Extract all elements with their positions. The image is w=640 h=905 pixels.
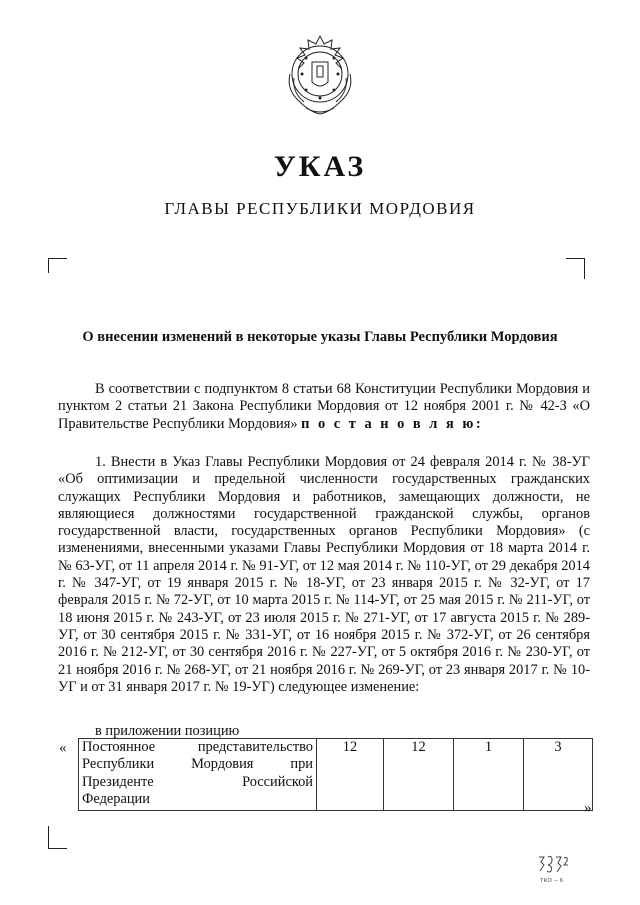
- corner-mark-top-right: [566, 258, 585, 279]
- paragraph-preamble: [58, 381, 590, 433]
- table-row: [79, 739, 593, 811]
- position-name-cell: [79, 739, 317, 811]
- stamp-digits-icon: [537, 853, 569, 877]
- position-table: [78, 738, 593, 811]
- position-name-line: Постоянное представительство: [82, 739, 313, 755]
- position-name-line: Президенте Российской: [82, 773, 313, 790]
- quote-open: «: [59, 740, 67, 756]
- decree-heading: О внесении изменений в некоторые указы Главы Республики Мордовия: [82, 329, 558, 345]
- quote-close: »: [584, 800, 592, 816]
- table-cell: 3: [524, 739, 593, 811]
- position-name-line: Федерации: [82, 790, 150, 807]
- preamble-text: В соответствии с подпунктом 8 статьи 68 Конституции Республики Мордовия и пунктом 2 статьи 21 Закона Республики Мордовия от 12 ноября 2001 г. № 42-З «О Правительстве Республики Мордовия»: [58, 381, 590, 432]
- coat-of-arms-of-mordovia-icon: [276, 28, 364, 120]
- document-title: УКАЗ: [273, 150, 367, 183]
- table-cell: 1: [454, 739, 524, 811]
- position-name-line: Республики Мордовия при: [82, 756, 313, 773]
- corner-mark-top-left: [48, 258, 67, 273]
- paragraph-appendix-position: в приложении позицию: [95, 723, 240, 739]
- table-cell: 12: [384, 739, 454, 811]
- coat-of-arms-emblem: [276, 28, 364, 120]
- decree-keyword: п о с т а н о в л я ю:: [301, 415, 484, 432]
- table-cell: 12: [317, 739, 384, 811]
- stamp-label: ТКО – 6: [540, 878, 564, 884]
- corner-mark-bottom-left: [48, 826, 67, 849]
- document-subtitle: ГЛАВЫ РЕСПУБЛИКИ МОРДОВИЯ: [164, 199, 476, 218]
- paragraph-item-1: 1. Внести в Указ Главы Республики Мордовия от 24 февраля 2014 г. № 38-УГ «Об оптимизации и предельной численности государственных гражданских служащих Республики Мордовия и работников, замещающих должности, не являющиеся должностями государственной гражданской службы, органов государственной власти, государственных органов Республики Мордовия» (с изменениями, внесенными указами Главы Республики Мордовия от 18 марта 2014 г. № 63-УГ, от 11 апреля 2014 г. № 91-УГ, от 12 мая 2014 г. № 110-УГ, от 29 декабря 2014 г. № 347-УГ, от 19 января 2015 г. № 18-УГ, от 23 января 2015 г. № 32-УГ, от 17 февраля 2015 г. № 72-УГ, от 10 марта 2015 г. № 114-УГ, от 25 мая 2015 г. № 211-УГ, от 18 июня 2015 г. № 243-УГ, от 23 июля 2015 г. № 271-УГ, от 17 августа 2015 г. № 289-УГ, от 30 сентября 2015 г. № 331-УГ, от 16 ноября 2015 г. № 372-УГ, от 26 сентября 2016 г. № 212-УГ, от 30 сентября 2016 г. № 227-УГ, от 5 октября 2016 г. № 230-УГ, от 21 ноября 2016 г. № 268-УГ, от 21 ноября 2016 г. № 269-УГ, от 23 января 2017 г. № 10-УГ и от 31 января 2017 г. № 19-УГ) следующее изменение:: [58, 454, 590, 695]
